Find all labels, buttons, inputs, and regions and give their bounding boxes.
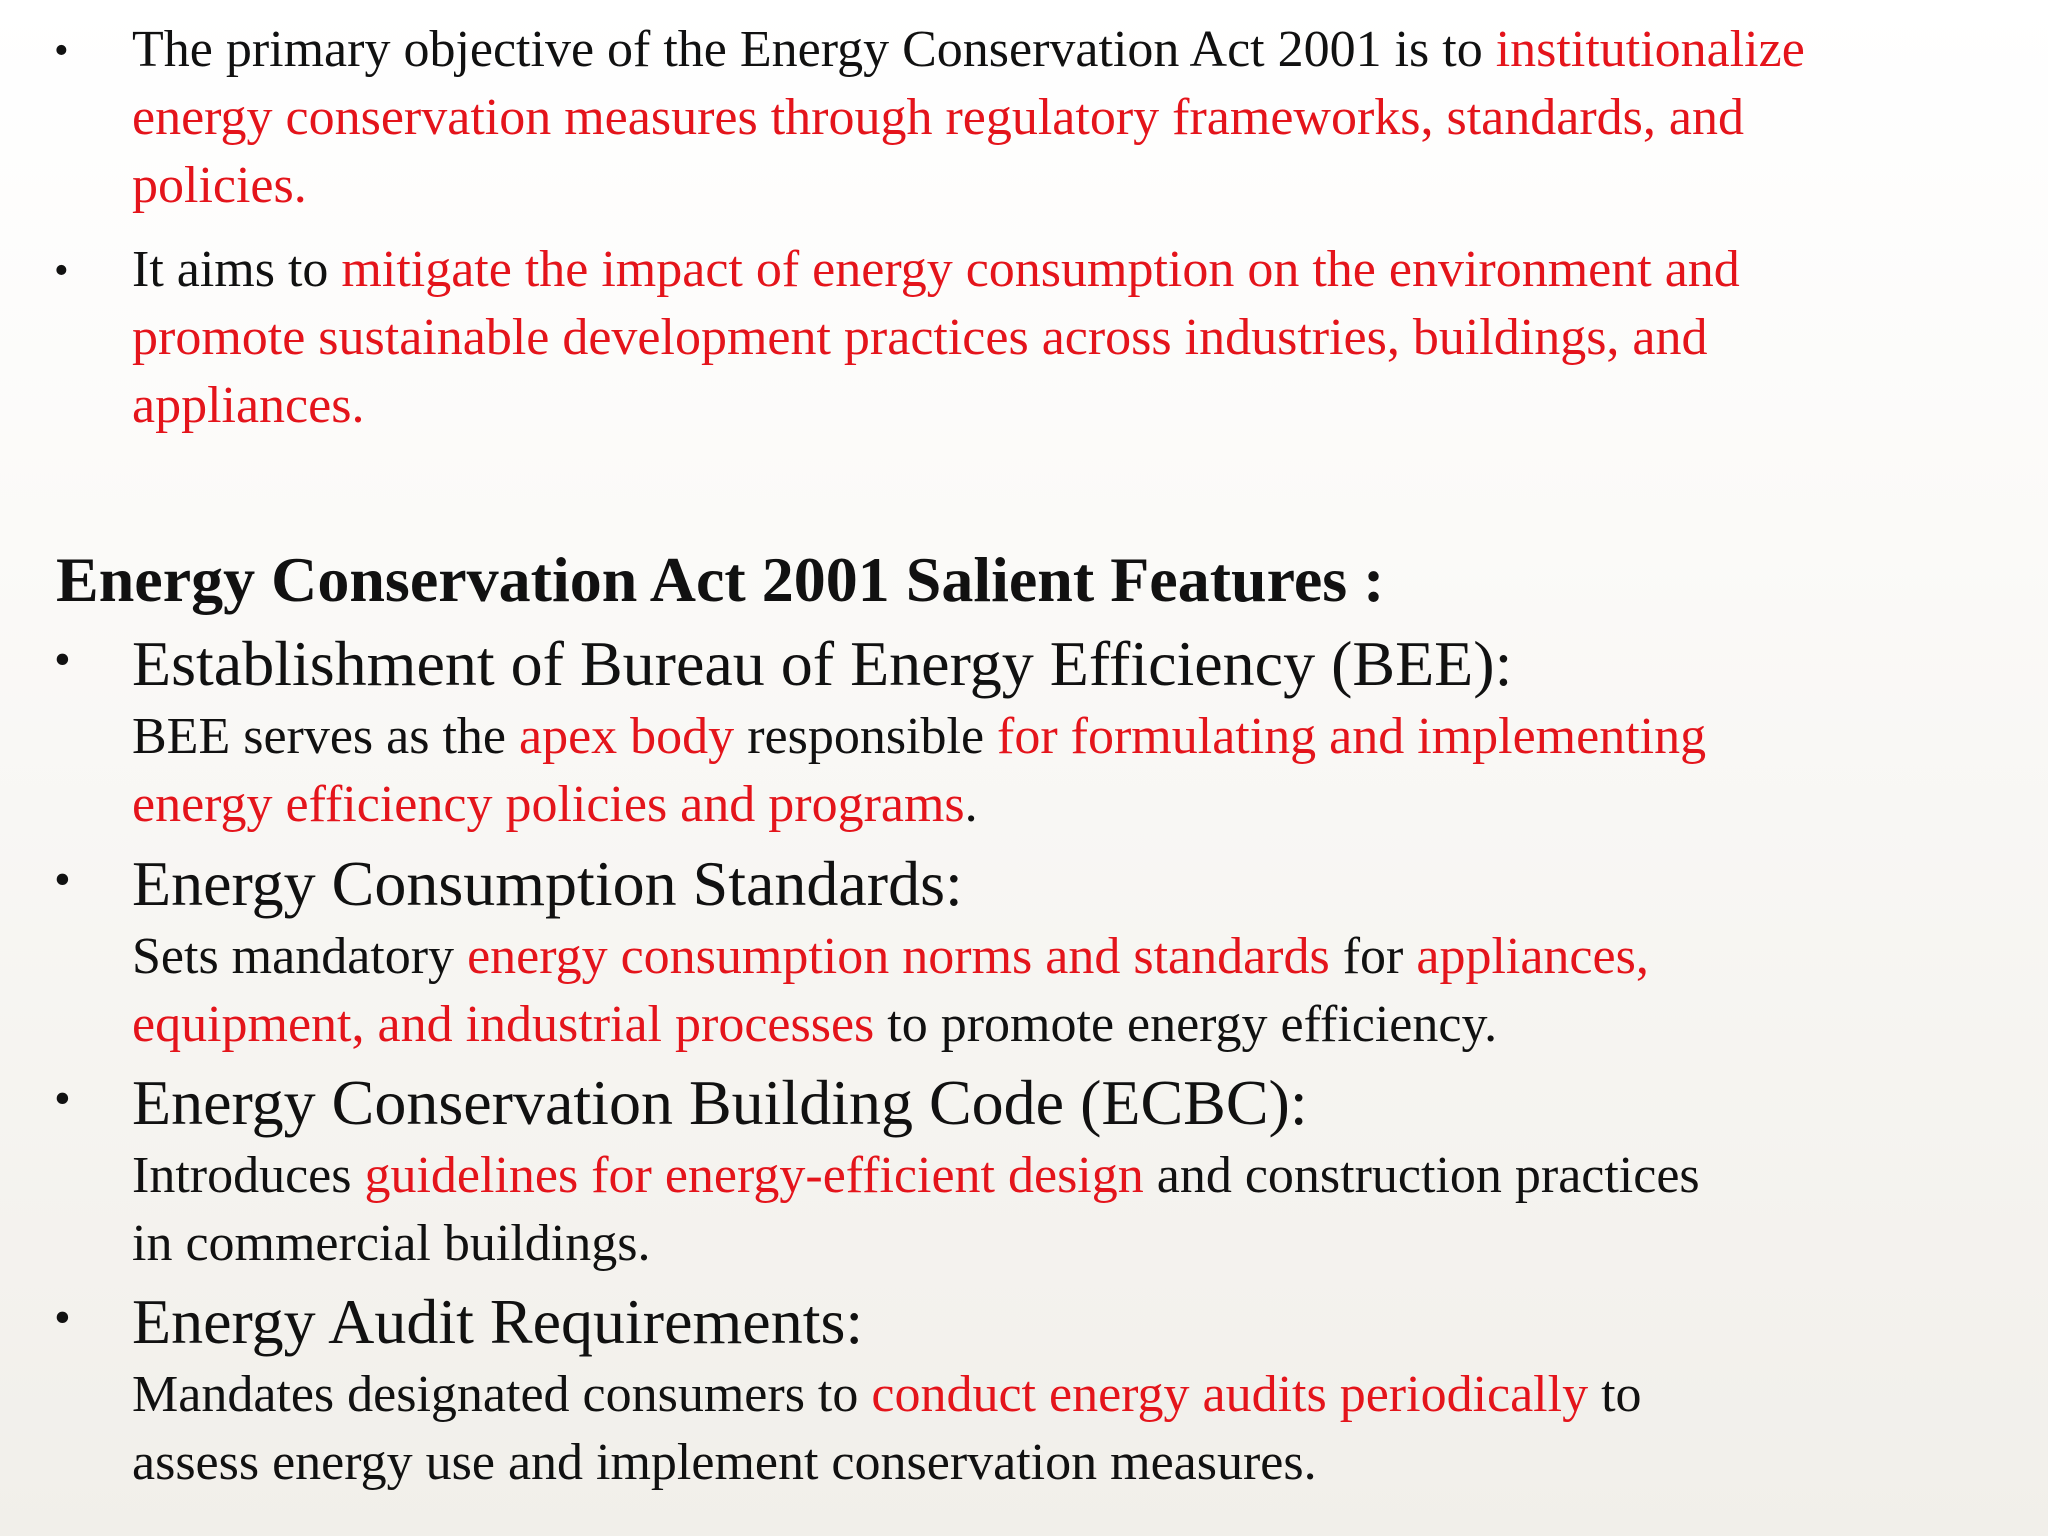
- text-run: It aims to: [132, 241, 342, 298]
- emphasis-run: appliances,: [1416, 928, 1649, 985]
- text-run: BEE serves as the: [132, 708, 520, 765]
- emphasis-run: energy efficiency policies and programs: [132, 776, 965, 833]
- intro-paragraph-2: [132, 236, 2012, 440]
- intro-2-line-1: [132, 236, 2012, 304]
- bullet-marker: •: [54, 28, 69, 74]
- text-run: for: [1329, 928, 1417, 985]
- feature-1-line-2: [132, 771, 2012, 839]
- text-run: The primary objective of the Energy Conservation Act 2001 is to: [132, 21, 1496, 78]
- intro-2-line-2: promote sustainable development practices across industries, buildings, and: [132, 309, 1708, 366]
- text-run: Sets mandatory: [132, 928, 468, 985]
- bullet-marker: •: [54, 633, 71, 686]
- emphasis-run: institutionalize: [1495, 21, 1805, 78]
- intro-1-line-3: policies.: [132, 157, 307, 214]
- feature-title-bee: Establishment of Bureau of Energy Efficiency (BEE):: [132, 628, 1513, 699]
- feature-title-energy-audit: Energy Audit Requirements:: [132, 1286, 864, 1357]
- bullet-marker: •: [54, 853, 71, 906]
- feature-description-energy-audit: [132, 1361, 2012, 1497]
- text-run: to promote energy efficiency.: [874, 996, 1498, 1053]
- emphasis-run: apex body: [519, 708, 735, 765]
- feature-3-line-1: [132, 1142, 2012, 1210]
- intro-1-line-2: energy conservation measures through regulatory frameworks, standards, and: [132, 89, 1744, 146]
- text-run: and construction practices: [1143, 1147, 1700, 1204]
- feature-title-consumption-standards: Energy Consumption Standards:: [132, 848, 963, 919]
- bullet-marker: •: [54, 1291, 71, 1344]
- feature-description-ecbc: [132, 1142, 2012, 1278]
- emphasis-run: conduct energy audits periodically: [871, 1366, 1589, 1423]
- emphasis-run: for formulating and implementing: [997, 708, 1707, 765]
- section-heading: Energy Conservation Act 2001 Salient Features :: [56, 544, 1385, 615]
- feature-2-line-2: [132, 991, 2012, 1059]
- feature-2-line-1: [132, 923, 2012, 991]
- text-run: Introduces: [132, 1147, 365, 1204]
- feature-description-consumption-standards: [132, 923, 2012, 1059]
- feature-title-ecbc: Energy Conservation Building Code (ECBC):: [132, 1067, 1308, 1138]
- feature-1-line-1: [132, 703, 2012, 771]
- bullet-marker: •: [54, 248, 69, 294]
- text-run: .: [964, 776, 978, 833]
- emphasis-run: equipment, and industrial processes: [132, 996, 875, 1053]
- feature-description-bee: [132, 703, 2012, 839]
- text-run: to: [1588, 1366, 1642, 1423]
- bullet-marker: •: [54, 1072, 71, 1125]
- emphasis-run: energy consumption norms and standards: [467, 928, 1330, 985]
- intro-paragraph-1: [132, 16, 2012, 220]
- feature-4-line-1: [132, 1361, 2012, 1429]
- text-run: responsible: [734, 708, 998, 765]
- intro-1-line-1: [132, 16, 2012, 84]
- intro-2-line-3: appliances.: [132, 377, 365, 434]
- text-run: Mandates designated consumers to: [132, 1366, 872, 1423]
- feature-4-line-2: assess energy use and implement conservation measures.: [132, 1434, 1317, 1491]
- feature-3-line-2: in commercial buildings.: [132, 1215, 651, 1272]
- emphasis-run: mitigate the impact of energy consumption on the environment and: [341, 241, 1740, 298]
- emphasis-run: guidelines for energy-efficient design: [364, 1147, 1144, 1204]
